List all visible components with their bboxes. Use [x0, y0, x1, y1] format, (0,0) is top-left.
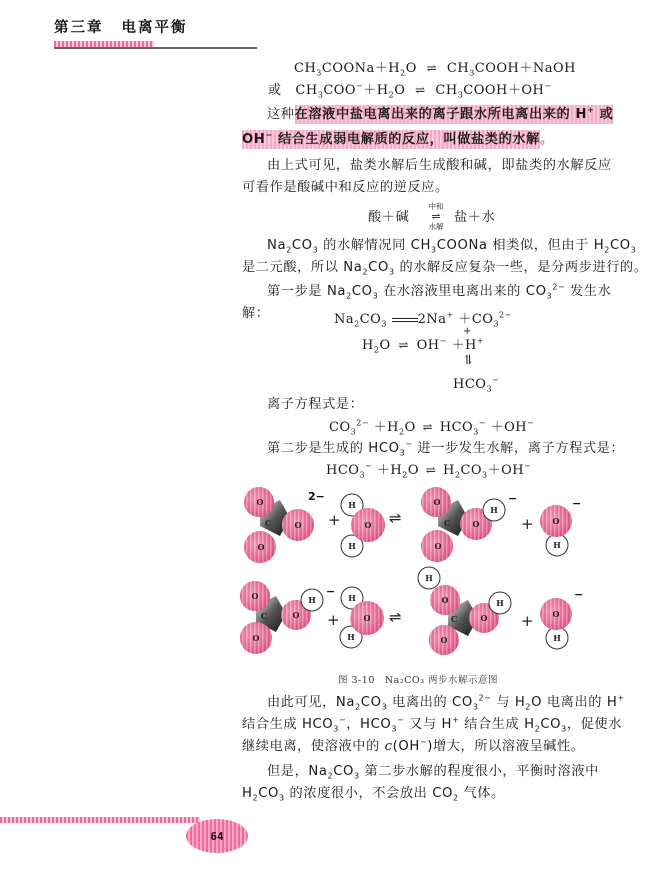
text-fragment: 3: [546, 291, 553, 301]
text-fragment: CO: [351, 284, 373, 299]
text-fragment: 2: [362, 267, 369, 277]
paragraph-2-line-2: [242, 259, 648, 277]
text-fragment: 结合生成弱电解质的反应，叫做盐类的水解: [277, 132, 540, 147]
paragraph-4: [267, 440, 624, 458]
svg-text:O: O: [294, 520, 302, 530]
header-rule: [54, 47, 257, 49]
paragraph-5-line-1: [267, 694, 625, 712]
text-fragment: OH: [416, 338, 440, 353]
text-fragment: ＋H: [451, 338, 477, 353]
text-fragment: −: [356, 81, 364, 91]
svg-text:O: O: [434, 541, 442, 551]
ionic-equation-1: [329, 418, 534, 437]
equilibrium-arrow-icon: ⇌: [398, 338, 409, 352]
plus-sign: +: [521, 515, 534, 533]
text-fragment: 2−: [356, 418, 369, 428]
text-fragment: O: [405, 61, 417, 76]
text-fragment: HCO: [326, 463, 360, 478]
text-fragment: 2: [388, 90, 395, 100]
text-fragment: +: [446, 310, 454, 320]
svg-text:O: O: [363, 613, 371, 623]
charge-label: −: [572, 497, 582, 510]
text-fragment: 在水溶液里电离出来的 CO: [378, 284, 547, 299]
text-fragment: 3: [431, 245, 437, 255]
svg-text:O: O: [472, 519, 480, 529]
footer-stripe: [0, 817, 200, 823]
svg-text:H: H: [425, 573, 433, 583]
text-fragment: CO: [368, 260, 389, 275]
equilibrium-arrow-icon: ⇌: [389, 608, 402, 626]
text-fragment: 3: [333, 724, 339, 734]
text-fragment: 3: [317, 90, 324, 100]
text-fragment: 在溶液中盐电离出来的离子跟水所电离出来的 H: [294, 107, 588, 122]
equilibrium-arrow-icon: ⇌: [415, 83, 426, 97]
paragraph-3-line-2: 解：: [242, 306, 270, 321]
text-fragment: 的水解情况同 CH: [318, 238, 431, 253]
text-fragment: −: [492, 375, 500, 385]
scheme-row-2: [362, 336, 484, 355]
text-fragment: 2: [354, 319, 360, 329]
vertical-equilibrium-arrow-icon: ⇌: [459, 354, 475, 365]
text-fragment: −: [419, 737, 428, 747]
text-fragment: CO: [333, 764, 355, 779]
text-fragment: 的浓度很小，不会放出 CO: [284, 786, 453, 801]
plus-sign: +: [327, 611, 340, 629]
chapter-number: 第三章: [54, 20, 104, 36]
text-fragment: H: [443, 463, 455, 478]
text-fragment: HCO: [453, 377, 487, 392]
text-fragment: 3: [399, 448, 406, 458]
plus-sign: +: [328, 511, 341, 529]
text-fragment: 2: [402, 470, 408, 480]
text-fragment: −: [478, 418, 486, 428]
text-fragment: 盐＋水: [454, 210, 496, 225]
svg-text:O: O: [364, 520, 372, 530]
plus-mark: +: [463, 326, 472, 337]
charge-label: 2−: [308, 490, 325, 503]
text-fragment: −: [544, 81, 552, 91]
text-fragment: )增大，所以溶液呈碱性。: [427, 739, 585, 754]
text-fragment: 3: [561, 724, 567, 734]
ionic-equation-label: 离子方程式是：: [267, 397, 364, 412]
text-fragment: 与 H: [491, 695, 526, 710]
text-fragment: 3: [350, 427, 357, 437]
chapter-header: [54, 16, 188, 37]
text-fragment: 3: [457, 90, 464, 100]
text-fragment: 3: [279, 793, 285, 803]
text-fragment: COONa 相类似，但由于 H: [436, 238, 605, 253]
text-fragment: 2: [454, 470, 461, 480]
text-fragment: 3: [482, 470, 488, 480]
svg-text:H: H: [347, 632, 355, 642]
text-fragment: COOH＋NaOH: [474, 61, 577, 76]
text-fragment: 3: [486, 384, 493, 394]
text-fragment: (OH: [392, 739, 420, 754]
text-fragment: −: [527, 418, 535, 428]
text-fragment: CO: [540, 717, 562, 732]
text-fragment: 或: [268, 83, 282, 98]
chapter-title: 电离平衡: [121, 20, 188, 36]
hydroxide-ion-molecule: [540, 598, 572, 649]
text-fragment: 第二步是生成的 HCO: [267, 441, 400, 456]
text-fragment: −: [365, 461, 373, 471]
svg-text:H: H: [348, 500, 356, 510]
text-fragment: ＋H: [373, 420, 399, 435]
page-number-badge: [186, 819, 248, 853]
text-fragment: 2: [400, 68, 406, 78]
paragraph-5-line-2: [242, 716, 622, 734]
charge-label: −: [326, 585, 336, 598]
paragraph-3-line-1: [267, 283, 611, 301]
text-fragment: 2: [373, 345, 380, 355]
text-fragment: ＋H: [376, 463, 403, 478]
hydroxide-ion-molecule: [540, 505, 572, 556]
text-fragment: −: [524, 461, 532, 471]
text-fragment: 3: [493, 319, 500, 329]
text-fragment: 电离出的 CO: [387, 695, 473, 710]
text-fragment: 2: [286, 245, 292, 255]
text-fragment: 2: [355, 702, 361, 712]
text-fragment: 进一步发生水解，离子方程式是：: [412, 441, 625, 456]
svg-text:O: O: [292, 610, 300, 620]
svg-text:H: H: [348, 541, 356, 551]
text-fragment: 2−: [478, 693, 492, 703]
equilibrium-arrow-icon: ⇌: [425, 463, 437, 477]
paragraph-1-line-2: 可看作是酸碱中和反应的逆反应。: [242, 180, 449, 195]
text-fragment: 2: [534, 724, 541, 734]
text-fragment: 或: [599, 107, 614, 122]
text-fragment: COO: [323, 83, 357, 98]
text-fragment: CO: [291, 238, 313, 253]
svg-text:H: H: [490, 505, 498, 515]
charge-label: −: [574, 588, 584, 601]
text-fragment: +: [587, 105, 595, 115]
text-fragment: 结合生成 HCO: [242, 717, 334, 732]
carbonate-ion-molecule: [244, 487, 314, 563]
svg-text:O: O: [433, 497, 441, 507]
text-fragment: +: [452, 715, 460, 725]
bicarbonate-ion-molecule: [421, 487, 505, 562]
text-fragment: ，HCO: [346, 717, 392, 732]
text-fragment: 3: [312, 245, 319, 255]
text-fragment: H: [362, 338, 374, 353]
svg-text:C: C: [260, 611, 268, 621]
text-fragment: ＋OH: [490, 420, 528, 435]
paragraph-5-line-3: [242, 738, 585, 756]
text-fragment: HCO: [439, 420, 474, 435]
svg-text:C: C: [450, 614, 458, 624]
svg-text:O: O: [480, 613, 488, 623]
ionization-arrow-icon: [392, 318, 418, 322]
text-fragment: 气体。: [458, 786, 505, 801]
text-fragment: 2: [327, 771, 334, 781]
text-fragment: 。: [539, 132, 554, 147]
text-fragment: CH: [435, 83, 458, 98]
text-fragment: CH: [294, 61, 317, 76]
text-fragment: O: [404, 420, 416, 435]
text-fragment: ，促使水: [566, 717, 622, 732]
text-fragment: 2Na: [417, 312, 447, 327]
paragraph-1-line-1: 由上式可见，盐类水解后生成酸和碱，即盐类的水解反应: [267, 158, 612, 173]
equilibrium-arrow-icon: ⇌: [422, 420, 434, 434]
bicarbonate-ion-molecule: [240, 581, 323, 654]
text-fragment: CH: [446, 61, 470, 76]
text-fragment: 3: [473, 427, 479, 437]
svg-text:O: O: [252, 633, 260, 643]
svg-text:O: O: [257, 542, 265, 552]
text-fragment: ＋H: [363, 83, 389, 98]
hydrolysis-figure: [230, 478, 650, 668]
text-fragment: −: [265, 130, 273, 140]
text-fragment: CO: [609, 238, 631, 253]
charge-label: −: [508, 492, 518, 505]
text-fragment: 又与 H: [404, 717, 453, 732]
scheme-product: [453, 376, 499, 394]
text-fragment: 发生水: [565, 284, 612, 299]
figure-caption: 图 3-10 Na₂CO₃ 两步水解示意图: [338, 675, 499, 686]
text-fragment: 3: [388, 267, 395, 277]
svg-text:O: O: [251, 591, 259, 601]
text-fragment: CO: [460, 463, 483, 478]
text-fragment: CO: [360, 695, 382, 710]
svg-text:H: H: [553, 540, 561, 550]
text-fragment: 2−: [499, 310, 512, 320]
equilibrium-arrow-icon: ⇌: [426, 61, 438, 75]
text-fragment: Na: [334, 312, 355, 327]
text-fragment: CO: [359, 312, 382, 327]
svg-text:H: H: [308, 595, 316, 605]
text-fragment: 2: [604, 245, 610, 255]
text-fragment: 3: [391, 724, 398, 734]
equation-2: [268, 81, 552, 100]
text-fragment: CO: [258, 786, 280, 801]
svg-text:H: H: [348, 593, 356, 603]
text-fragment: 3: [381, 319, 387, 329]
text-fragment: +: [476, 336, 484, 346]
text-fragment: O 电离出的 H: [531, 695, 618, 710]
text-fragment: 但是，Na: [267, 764, 328, 779]
text-fragment: −: [397, 715, 405, 725]
text-fragment: c: [384, 739, 393, 754]
text-fragment: 的水解反应复杂一些，是分两步进行的。: [394, 260, 648, 275]
text-fragment: 2: [452, 793, 459, 803]
svg-text:H: H: [496, 598, 504, 608]
text-fragment: O: [379, 338, 391, 353]
text-fragment: 2: [346, 291, 352, 301]
text-fragment: 3: [372, 291, 379, 301]
page-number: 64: [210, 829, 224, 843]
scheme-row-1: [334, 311, 512, 329]
equilibrium-arrow-icon: ⇌: [389, 509, 402, 527]
svg-text:O: O: [552, 516, 560, 526]
text-fragment: 3: [316, 68, 322, 78]
definition-line-2: [242, 131, 554, 149]
definition-line-1: [267, 106, 613, 124]
svg-text:O: O: [552, 609, 560, 619]
text-fragment: 继续电离，使溶液中的: [242, 739, 385, 754]
text-fragment: COOH＋OH: [463, 83, 545, 98]
text-fragment: 3: [472, 702, 479, 712]
equation-1: [294, 59, 576, 78]
reversible-arrow-icon: ⇌: [431, 210, 441, 223]
text-fragment: 3: [630, 245, 637, 255]
text-fragment: 3: [359, 470, 366, 480]
text-fragment: −: [439, 336, 447, 346]
paragraph-6-line-2: [242, 785, 505, 803]
text-fragment: 3: [354, 771, 360, 781]
svg-text:C: C: [443, 518, 451, 528]
text-fragment: 2: [252, 793, 259, 803]
text-fragment: 3: [469, 68, 475, 78]
text-fragment: O: [394, 83, 406, 98]
carbonic-acid-molecule: [418, 567, 511, 655]
svg-text:O: O: [440, 635, 448, 645]
paragraph-2-line-1: [267, 237, 636, 255]
text-fragment: +: [617, 693, 625, 703]
text-fragment: COONa＋H: [321, 61, 401, 76]
text-fragment: −: [405, 439, 413, 449]
text-fragment: OH: [242, 132, 266, 147]
text-fragment: 由此可见，Na: [267, 695, 356, 710]
text-fragment: 2: [398, 427, 405, 437]
text-fragment: 2: [525, 702, 532, 712]
text-fragment: 这种: [267, 107, 295, 122]
text-fragment: 第一步是 Na: [267, 284, 347, 299]
definition-highlight: [295, 105, 614, 124]
water-molecule: [340, 587, 384, 648]
text-fragment: CH: [295, 83, 318, 98]
text-fragment: 结合生成 H: [459, 717, 535, 732]
text-fragment: H: [242, 786, 253, 801]
svg-text:C: C: [264, 518, 272, 528]
text-fragment: CO: [329, 420, 351, 435]
text-fragment: 2−: [552, 282, 566, 292]
svg-text:H: H: [553, 633, 561, 643]
svg-text:O: O: [441, 595, 449, 605]
text-fragment: −: [338, 715, 347, 725]
text-fragment: 3: [381, 702, 388, 712]
text-fragment: 酸＋碱: [368, 210, 410, 225]
text-fragment: ＋CO: [458, 312, 494, 327]
text-fragment: O: [407, 463, 419, 478]
text-fragment: 第二步水解的程度很小，平衡时溶液中: [359, 764, 599, 779]
text-fragment: Na: [267, 238, 287, 253]
svg-text:O: O: [256, 497, 264, 507]
plus-sign: +: [521, 612, 534, 630]
paragraph-6-line-1: [267, 763, 599, 781]
text-fragment: ＋OH: [487, 463, 525, 478]
water-molecule: [341, 494, 385, 557]
definition-highlight: [242, 130, 540, 149]
text-fragment: 是二元酸，所以 Na: [242, 260, 363, 275]
